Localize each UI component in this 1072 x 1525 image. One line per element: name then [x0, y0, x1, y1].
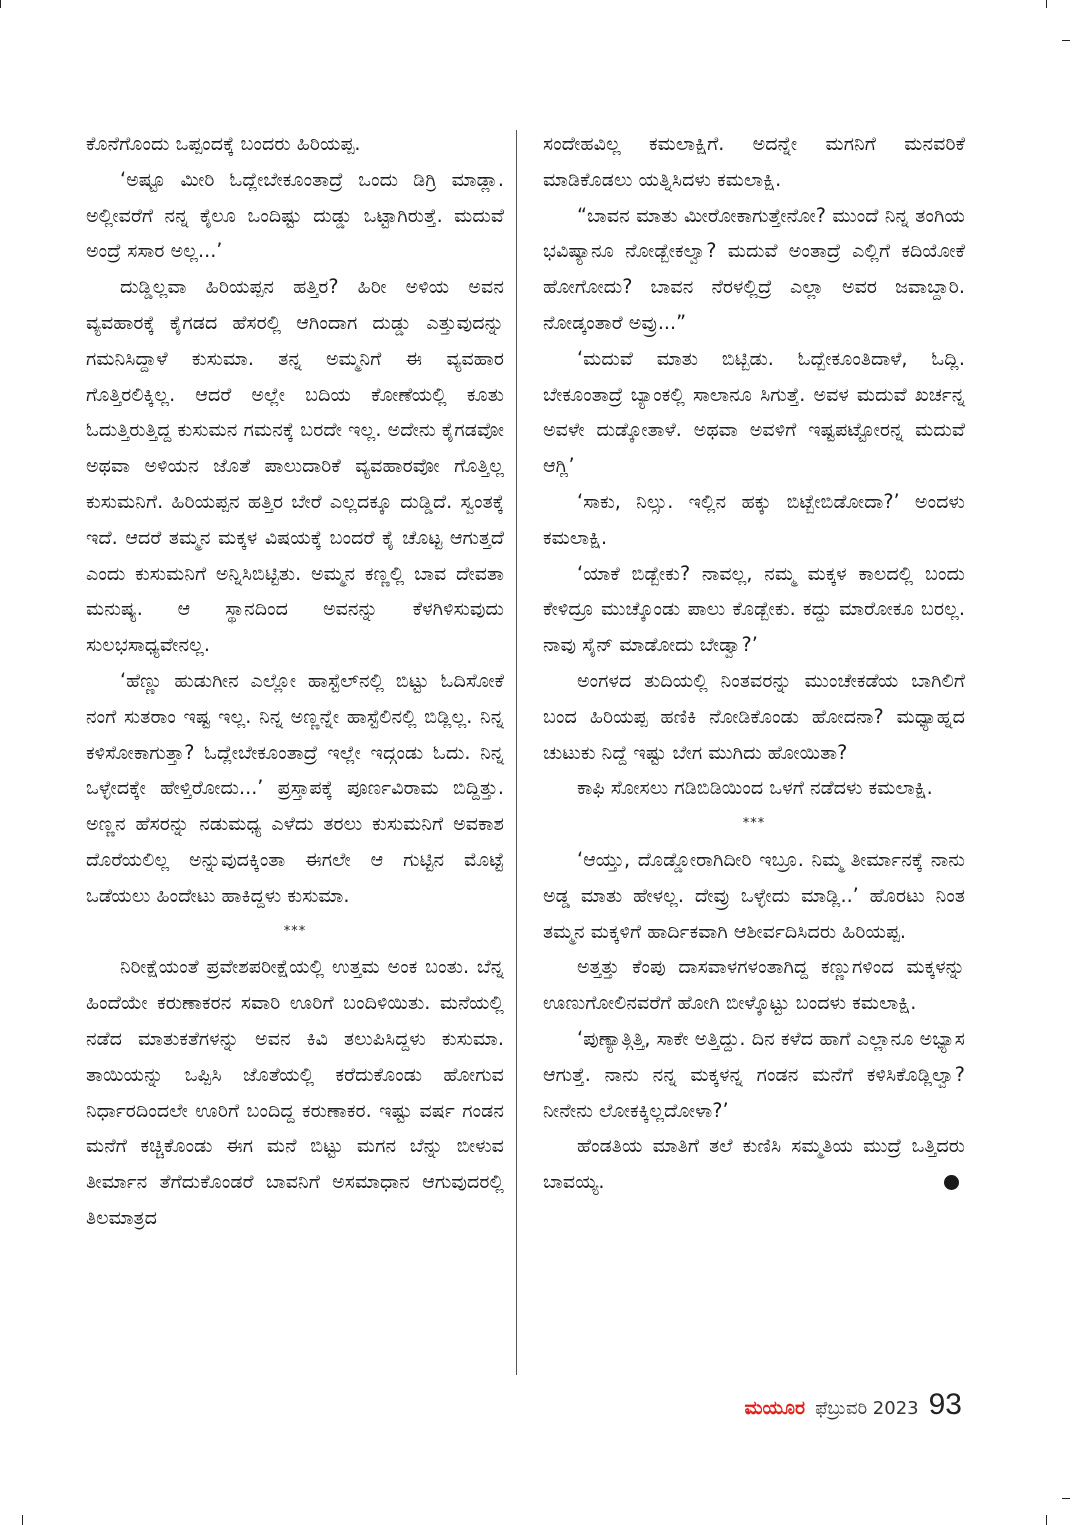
crop-mark-top-right	[1046, 0, 1047, 8]
paragraph: ‘ಆಯ್ತು, ದೊಡ್ಡೋರಾಗಿದೀರಿ ಇಬ್ರೂ. ನಿಮ್ಮ ತೀರ್ಮಾನಕ್ಕೆ ನಾನು ಅಡ್ಡ ಮಾತು ಹೇಳಲ್ಲ. ದೇವ್ರು ಒಳ್ಳೇದು ಮಾಡ್ಲಿ..’ ಹೊರಟು ನಿಂತ ತಮ್ಮನ ಮಕ್ಕಳಿಗೆ ಹಾರ್ದಿಕವಾಗಿ ಆಶೀರ್ವದಿಸಿದರು ಹಿರಿಯಪ್ಪ.	[543, 847, 965, 943]
page-footer	[744, 1388, 962, 1422]
end-of-story-bullet-icon	[944, 1175, 959, 1190]
paragraph: ಕಾಫಿ ಸೋಸಲು ಗಡಿಬಿಡಿಯಿಂದ ಒಳಗೆ ನಡೆದಳು ಕಮಲಾಕ್ಷಿ.	[577, 776, 933, 800]
paragraph: ಹೆಂಡತಿಯ ಮಾತಿಗೆ ತಲೆ ಕುಣಿಸಿ ಸಮ್ಮತಿಯ ಮುದ್ರೆ ಒತ್ತಿದರು ಬಾವಯ್ಯ.	[543, 1134, 965, 1194]
paragraph: ಅತ್ತತ್ತು ಕೆಂಪು ದಾಸವಾಳಗಳಂತಾಗಿದ್ದ ಕಣ್ಣುಗಳಿಂದ ಮಕ್ಕಳನ್ನು ಊಣುಗೋಲಿನವರೆಗೆ ಹೋಗಿ ಬೀಳ್ಕೊಟ್ಟು ಬಂದಳು ಕಮಲಾಕ್ಷಿ.	[543, 955, 965, 1015]
paragraph: ‘ಅಷ್ಟೂ ಮೀರಿ ಓದ್ಲೇಬೇಕೂಂತಾದ್ರೆ ಒಂದು ಡಿಗ್ರಿ ಮಾಡ್ಲಾ. ಅಲ್ಲೀವರೆಗೆ ನನ್ನ ಕೈಲೂ ಒಂದಿಷ್ಟು ದುಡ್ಡು ಒಟ್ಟಾಗಿರುತ್ತೆ. ಮದುವೆ ಅಂದ್ರೆ ಸಸಾರ ಅಲ್ಲ...’	[86, 167, 504, 263]
paragraph: ‘ಮದುವೆ ಮಾತು ಬಿಟ್ಬಿಡು. ಓದ್ಬೇಕೂಂತಿದಾಳೆ, ಓದ್ಲಿ. ಬೇಕೂಂತಾದ್ರೆ ಬ್ಯಾಂಕಲ್ಲಿ ಸಾಲಾನೂ ಸಿಗುತ್ತೆ. ಅವಳ ಮದುವೆ ಖರ್ಚನ್ನ ಅವಳೇ ದುಡ್ಕೋತಾಳೆ. ಅಥವಾ ಅವಳಿಗೆ ಇಷ್ಟಪಟ್ಟೋರನ್ನ ಮದುವೆ ಆಗ್ಲಿ’	[543, 346, 965, 478]
section-separator: ***	[283, 923, 307, 939]
paragraph: ಕೊನೆಗೊಂದು ಒಪ್ಪಂದಕ್ಕೆ ಬಂದರು ಹಿರಿಯಪ್ಪ.	[86, 132, 361, 155]
section-separator: ***	[742, 816, 766, 832]
crop-mark-bottom-left	[22, 1515, 23, 1525]
paragraph: “ಬಾವನ ಮಾತು ಮೀರೋಕಾಗುತ್ತೇನೋ? ಮುಂದೆ ನಿನ್ನ ತಂಗಿಯ ಭವಿಷ್ಯಾನೂ ನೋಡ್ಬೇಕಲ್ವಾ? ಮದುವೆ ಅಂತಾದ್ರೆ ಎಲ್ಲಿಗೆ ಕದಿಯೋಕೆ ಹೋಗೋದು? ಬಾವನ ನೆರಳಲ್ಲಿದ್ರೆ ಎಲ್ಲಾ ಅವರ ಜವಾಬ್ದಾರಿ. ನೋಡ್ಕಂತಾರೆ ಅವ್ರು...”	[543, 203, 965, 334]
paragraph: ದುಡ್ಡಿಲ್ಲವಾ ಹಿರಿಯಪ್ಪನ ಹತ್ತಿರ? ಹಿರೀ ಅಳಿಯ ಅವನ ವ್ಯವಹಾರಕ್ಕೆ ಕೈಗಡದ ಹೆಸರಲ್ಲಿ ಆಗಿಂದಾಗ ದುಡ್ಡು ಎತ್ತುವುದನ್ನು ಗಮನಿಸಿದ್ದಾಳೆ ಕುಸುಮಾ. ತನ್ನ ಅಮ್ಮನಿಗೆ ಈ ವ್ಯವಹಾರ ಗೊತ್ತಿರಲಿಕ್ಕಿಲ್ಲ. ಆದರೆ ಅಲ್ಲೇ ಬದಿಯ ಕೋಣೆಯಲ್ಲಿ ಕೂತು ಓದುತ್ತಿರುತ್ತಿದ್ದ ಕುಸುಮನ ಗಮನಕ್ಕೆ ಬರದೇ ಇಲ್ಲ. ಅದೇನು ಕೈಗಡವೋ ಅಥವಾ ಅಳಿಯನ ಜೊತೆ ಪಾಲುದಾರಿಕೆ ವ್ಯವಹಾರವೋ ಗೊತ್ತಿಲ್ಲ ಕುಸುಮನಿಗೆ. ಹಿರಿಯಪ್ಪನ ಹತ್ತಿರ ಬೇರೆ ಎಲ್ಲದಕ್ಕೂ ದುಡ್ಡಿದೆ. ಸ್ವಂತಕ್ಕೆ ಇದೆ. ಆದರೆ ತಮ್ಮನ ಮಕ್ಕಳ ವಿಷಯಕ್ಕೆ ಬಂದರೆ ಕೈ ಚೊಟ್ಟ ಆಗುತ್ತದೆ ಎಂದು ಕುಸುಮನಿಗೆ ಅನ್ನಿಸಿಬಿಟ್ಟಿತು. ಅಮ್ಮನ ಕಣ್ಣಲ್ಲಿ ಬಾವ ದೇವತಾ ಮನುಷ್ಯ. ಆ ಸ್ಥಾನದಿಂದ ಅವನನ್ನು ಕೆಳಗಿಳಿಸುವುದು ಸುಲಭಸಾಧ್ಯವೇನಲ್ಲ.	[86, 275, 504, 657]
crop-mark-top-left	[0, 0, 1, 8]
paragraph: ‘ಯಾಕೆ ಬಿಡ್ಬೇಕು? ನಾವಲ್ಲ, ನಮ್ಮ ಮಕ್ಕಳ ಕಾಲದಲ್ಲಿ ಬಂದು ಕೇಳಿದ್ರೂ ಮುಚ್ಕೊಂಡು ಪಾಲು ಕೊಡ್ಬೇಕು. ಕದ್ದು ಮಾರೋಕೂ ಬರಲ್ಲ. ನಾವು ಸೈನ್ ಮಾಡೋದು ಬೇಡ್ವಾ?’	[543, 561, 965, 657]
column-divider	[516, 130, 517, 1375]
paragraph: ‘ಹೆಣ್ಣು ಹುಡುಗೀನ ಎಲ್ಲೋ ಹಾಸ್ಟೆಲ್‌ನಲ್ಲಿ ಬಿಟ್ಟು ಓದಿಸೋಕೆ ನಂಗೆ ಸುತರಾಂ ಇಷ್ಟ ಇಲ್ಲ. ನಿನ್ನ ಅಣ್ಣನ್ನೇ ಹಾಸ್ಟೆಲಿನಲ್ಲಿ ಬಿಡ್ಲಿಲ್ಲ. ನಿನ್ನ ಕಳಿಸೋಕಾಗುತ್ತಾ? ಓದ್ಲೇಬೇಕೂಂತಾದ್ರೆ ಇಲ್ಲೇ ಇದ್ಗಂಡು ಓದು. ನಿನ್ನ ಒಳ್ಳೇದಕ್ಕೇ ಹೇಳ್ತಿರೋದು...’ ಪ್ರಸ್ತಾಪಕ್ಕೆ ಪೂರ್ಣವಿರಾಮ ಬಿದ್ದಿತ್ತು. ಅಣ್ಣನ ಹೆಸರನ್ನು ನಡುಮಧ್ಯ ಎಳೆದು ತರಲು ಕುಸುಮನಿಗೆ ಅವಕಾಶ ದೊರೆಯಲಿಲ್ಲ ಅನ್ನುವುದಕ್ಕಿಂತಾ ಈಗಲೇ ಆ ಗುಟ್ಟಿನ ಮೊಟ್ಟೆ ಒಡೆಯಲು ಹಿಂದೇಟು ಹಾಕಿದ್ದಳು ಕುಸುಮಾ.	[86, 668, 504, 907]
right-column	[543, 126, 965, 1200]
paragraph: ಅಂಗಳದ ತುದಿಯಲ್ಲಿ ನಿಂತವರನ್ನು ಮುಂಚೇಕಡೆಯ ಬಾಗಿಲಿಗೆ ಬಂದ ಹಿರಿಯಪ್ಪ ಹಣಿಕಿ ನೋಡಿಕೊಂಡು ಹೋದನಾ? ಮಧ್ಯಾಹ್ನದ ಚುಟುಕು ನಿದ್ದೆ ಇಷ್ಟು ಬೇಗ ಮುಗಿದು ಹೋಯಿತಾ?	[543, 668, 965, 764]
paragraph: ನಿರೀಕ್ಷೆಯಂತೆ ಪ್ರವೇಶಪರೀಕ್ಷೆಯಲ್ಲಿ ಉತ್ತಮ ಅಂಕ ಬಂತು. ಬೆನ್ನ ಹಿಂದೆಯೇ ಕರುಣಾಕರನ ಸವಾರಿ ಊರಿಗೆ ಬಂದಿಳಿಯಿತು. ಮನೆಯಲ್ಲಿ ನಡೆದ ಮಾತುಕತೆಗಳನ್ನು ಅವನ ಕಿವಿ ತಲುಪಿಸಿದ್ದಳು ಕುಸುಮಾ. ತಾಯಿಯನ್ನು ಒಪ್ಪಿಸಿ ಜೊತೆಯಲ್ಲಿ ಕರೆದುಕೊಂಡು ಹೋಗುವ ನಿರ್ಧಾರದಿಂದಲೇ ಊರಿಗೆ ಬಂದಿದ್ದ ಕರುಣಾಕರ. ಇಷ್ಟು ವರ್ಷ ಗಂಡನ ಮನೆಗೆ ಕಚ್ಚಿಕೊಂಡು ಈಗ ಮನೆ ಬಿಟ್ಟು ಮಗನ ಬೆನ್ನು ಬೀಳುವ ತೀರ್ಮಾನ ತೆಗೆದುಕೊಂಡರೆ ಬಾವನಿಗೆ ಅಸಮಾಧಾನ ಆಗುವುದರಲ್ಲಿ ತಿಲಮಾತ್ರದ	[86, 955, 504, 1229]
page-number: 93	[928, 1388, 962, 1421]
issue-date: ಫೆಬ್ರುವರಿ 2023	[815, 1398, 919, 1419]
crop-mark-bottom-right	[1046, 1515, 1047, 1525]
crop-mark-right-upper	[1062, 40, 1070, 41]
paragraph: ಸಂದೇಹವಿಲ್ಲ ಕಮಲಾಕ್ಷಿಗೆ. ಅದನ್ನೇ ಮಗನಿಗೆ ಮನವರಿಕೆ ಮಾಡಿಕೊಡಲು ಯತ್ನಿಸಿದಳು ಕಮಲಾಕ್ಷಿ.	[543, 132, 965, 191]
crop-mark-right-lower	[1062, 1498, 1070, 1499]
paragraph: ‘ಪುಣ್ಯಾತ್ಗಿತ್ತಿ, ಸಾಕೇ ಅತ್ತಿದ್ದು. ದಿನ ಕಳೆದ ಹಾಗೆ ಎಲ್ಲಾನೂ ಅಭ್ಯಾಸ ಆಗುತ್ತೆ. ನಾನು ನನ್ನ ಮಕ್ಕಳನ್ನ ಗಂಡನ ಮನೆಗೆ ಕಳಿಸಿಕೊಡ್ಲಿಲ್ವಾ? ನೀನೇನು ಲೋಕಕ್ಕಿಲ್ಲದೋಳಾ?’	[543, 1026, 965, 1122]
left-column	[86, 126, 504, 1236]
magazine-logo: ಮಯೂರ	[744, 1397, 806, 1419]
paragraph: ‘ಸಾಕು, ನಿಲ್ಸು. ಇಲ್ಲಿನ ಹಕ್ಕು ಬಿಟ್ಬೇಬಿಡೋದಾ?’ ಅಂದಳು ಕಮಲಾಕ್ಷಿ.	[543, 489, 965, 549]
